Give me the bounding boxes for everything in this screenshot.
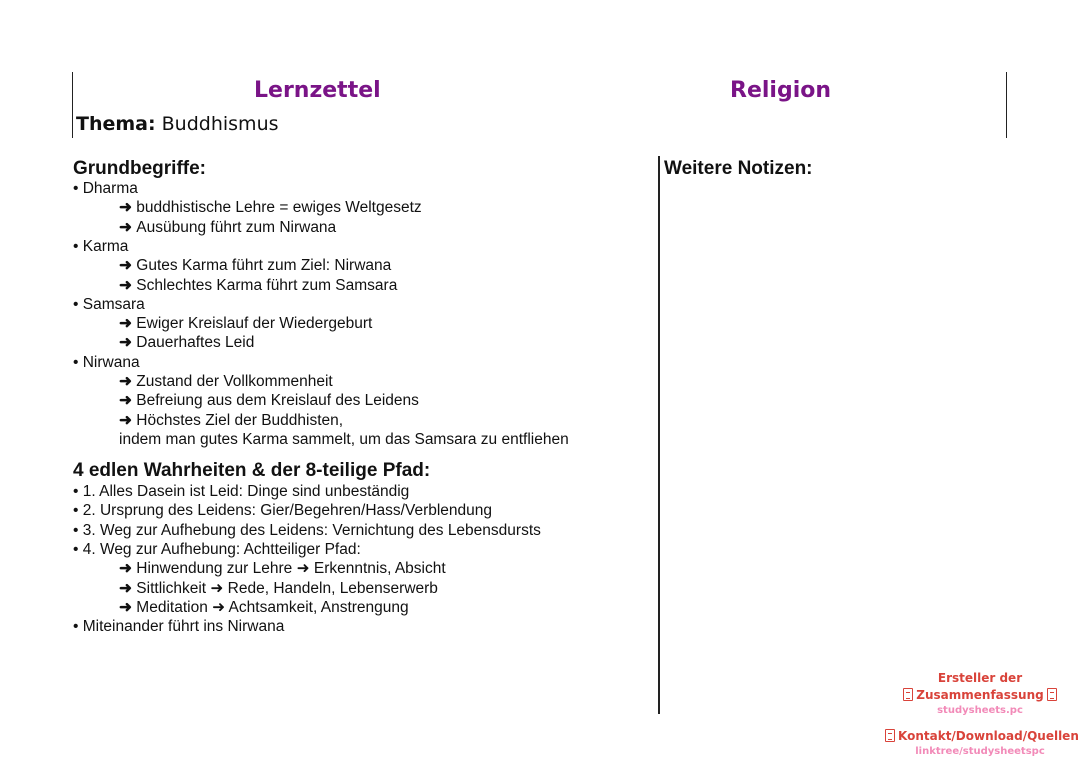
list-item: [119, 198, 422, 217]
arrow-icon: ➜: [119, 392, 137, 410]
right-margin-line: [1006, 72, 1007, 138]
list-item: [119, 391, 419, 410]
list-item-text: Schlechtes Karma führt zum Samsara: [136, 276, 398, 294]
list-item: [73, 237, 128, 256]
list-item-text: Ewiger Kreislauf der Wiedergeburt: [136, 315, 373, 333]
list-item: [73, 179, 138, 198]
list-item: [119, 430, 569, 449]
document-icon: [903, 688, 913, 701]
credit-line-4: Kontakt/Download/Quellen: [898, 729, 1079, 743]
list-item-text: Höchstes Ziel der Buddhisten,: [136, 411, 344, 429]
list-item-text: Hinwendung zur Lehre ➜ Erkenntnis, Absicht: [136, 560, 446, 578]
topic-line: [76, 113, 279, 135]
list-item-text: Dauerhaftes Leid: [136, 334, 255, 352]
list-item: [119, 218, 336, 237]
list-item: [73, 540, 361, 559]
list-item: [119, 598, 409, 617]
subject-title: Religion: [730, 78, 832, 103]
list-item-text: Befreiung aus dem Kreislauf des Leidens: [136, 392, 419, 410]
arrow-icon: ➜: [119, 199, 137, 217]
list-item-text: Ausübung führt zum Nirwana: [136, 218, 337, 236]
list-item: [119, 579, 438, 598]
left-margin-line: [72, 72, 73, 138]
list-item-text: • 2. Ursprung des Leidens: Gier/Begehren/Hass/Verblendung: [73, 502, 493, 520]
arrow-icon: ➜: [119, 411, 137, 429]
credit-creator: [900, 671, 1060, 685]
arrow-icon: ➜: [119, 560, 137, 578]
arrow-icon: ➜: [119, 315, 137, 333]
list-item-text: Sittlichkeit ➜ Rede, Handeln, Lebenserwerb: [136, 579, 438, 597]
list-item: [73, 501, 492, 520]
list-item: [119, 372, 333, 391]
credit-contact: [882, 729, 1078, 743]
list-item: [119, 256, 391, 275]
list-item-text: buddhistische Lehre = ewiges Weltgesetz: [136, 199, 422, 217]
arrow-icon: ➜: [119, 218, 137, 236]
list-item-text: • Karma: [73, 237, 129, 255]
wahrheiten-heading: 4 edlen Wahrheiten & der 8-teilige Pfad:: [73, 460, 431, 481]
arrow-icon: ➜: [119, 257, 137, 275]
list-item: [73, 295, 145, 314]
arrow-icon: ➜: [119, 373, 137, 390]
arrow-icon: ➜: [119, 276, 137, 294]
credit-summary: [890, 688, 1070, 702]
list-item-text: • Dharma: [73, 180, 138, 197]
list-item: [119, 411, 343, 430]
list-item: [119, 559, 446, 578]
list-item: [119, 333, 254, 352]
list-item: [119, 314, 372, 333]
topic-label: Thema:: [76, 113, 156, 135]
arrow-icon: ➜: [119, 598, 137, 616]
list-item: [73, 617, 284, 636]
list-item-text: indem man gutes Karma sammelt, um das Samsara zu entfliehen: [119, 430, 569, 448]
arrow-icon: ➜: [119, 334, 137, 352]
notes-heading: Weitere Notizen:: [664, 158, 813, 179]
grundbegriffe-heading: Grundbegriffe:: [73, 158, 206, 179]
list-item-text: Zustand der Vollkommenheit: [136, 373, 333, 390]
list-item-text: Meditation ➜ Achtsamkeit, Anstrengung: [136, 598, 409, 616]
document-icon: [1047, 688, 1057, 701]
list-item: [73, 482, 409, 501]
list-item-text: Gutes Karma führt zum Ziel: Nirwana: [136, 257, 392, 275]
list-item-text: • Miteinander führt ins Nirwana: [73, 618, 285, 636]
list-item-text: • Nirwana: [73, 353, 140, 371]
notes-divider-line: [658, 156, 660, 714]
list-item-text: • Samsara: [73, 295, 145, 313]
list-item: [119, 276, 397, 295]
document-icon: [885, 729, 895, 742]
list-item-text: • 4. Weg zur Aufhebung: Achtteiliger Pfad:: [73, 540, 361, 558]
list-item: [73, 353, 140, 372]
page-title: Lernzettel: [254, 78, 381, 103]
credit-link[interactable]: linktree/studysheetspc: [915, 746, 1045, 757]
credit-line-1: Ersteller der: [937, 671, 1023, 685]
list-item: [73, 521, 541, 540]
list-item-text: • 3. Weg zur Aufhebung des Leidens: Vernichtung des Lebensdursts: [73, 521, 541, 539]
credit-line-2: Zusammenfassung: [916, 688, 1044, 702]
list-item-text: • 1. Alles Dasein ist Leid: Dinge sind unbeständig: [73, 483, 410, 500]
arrow-icon: ➜: [119, 579, 137, 597]
topic-value: Buddhismus: [161, 113, 279, 135]
credit-handle: studysheets.pc: [937, 705, 1023, 716]
